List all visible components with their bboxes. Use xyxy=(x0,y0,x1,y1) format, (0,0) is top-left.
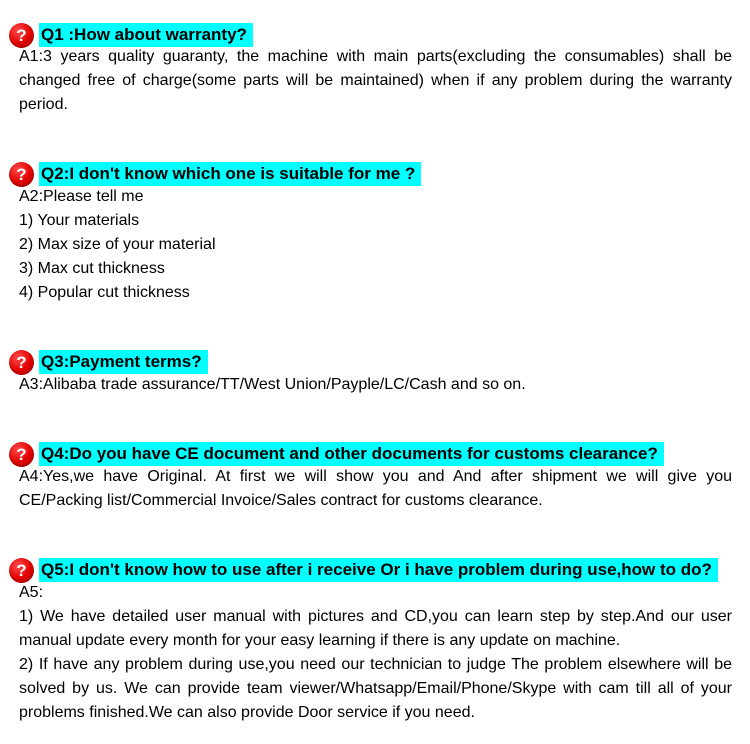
answer-5-line-3: 2) If have any problem during use,you need our technician to judge The problem elsewhere will be solved by us. We can provide team viewer/Whatsapp/Email/Phone/Skype with cam till all of your problems finished.We can also provide Door service if you need. xyxy=(19,656,732,721)
question-mark-icon: ? xyxy=(9,442,34,467)
question-mark-icon: ? xyxy=(9,558,34,583)
question-row-4 xyxy=(9,441,664,467)
answer-1 xyxy=(19,45,732,117)
answer-5 xyxy=(19,581,732,725)
question-5: Q5:I don't know how to use after i receive Or i have problem during use,how to do? xyxy=(39,558,718,582)
answer-2-line-2: 1) Your materials xyxy=(19,212,140,229)
answer-2 xyxy=(19,185,732,305)
answer-5-line-2: 1) We have detailed user manual with pictures and CD,you can learn step by step.And our user manual update every month for your easy learning if there is any update on machine. xyxy=(19,608,732,649)
question-4: Q4:Do you have CE document and other documents for customs clearance? xyxy=(39,442,664,466)
question-row-3 xyxy=(9,349,208,375)
answer-5-line-1: A5: xyxy=(19,584,44,601)
answer-4-line-1: A4:Yes,we have Original. At first we will show you and And after shipment we will give you CE/Packing list/Commercial Invoice/Sales contract for customs clearance. xyxy=(19,468,732,509)
answer-3-line-1: A3:Alibaba trade assurance/TT/West Union/Payple/LC/Cash and so on. xyxy=(19,376,526,393)
question-row-5 xyxy=(9,557,718,583)
question-mark-icon: ? xyxy=(9,23,34,48)
question-mark-icon: ? xyxy=(9,350,34,375)
answer-4 xyxy=(19,465,732,513)
question-row-2 xyxy=(9,161,421,187)
answer-2-line-5: 4) Popular cut thickness xyxy=(19,284,190,301)
answer-3 xyxy=(19,373,732,397)
question-3: Q3:Payment terms? xyxy=(39,350,208,374)
question-2: Q2:I don't know which one is suitable for me ? xyxy=(39,162,421,186)
question-mark-icon: ? xyxy=(9,162,34,187)
answer-2-line-4: 3) Max cut thickness xyxy=(19,260,165,277)
answer-1-line-1: A1:3 years quality guaranty, the machine with main parts(excluding the consumables) shall be changed free of charge(some parts will be maintained) when if any problem during the warranty period. xyxy=(19,48,732,113)
answer-2-line-3: 2) Max size of your material xyxy=(19,236,216,253)
answer-2-line-1: A2:Please tell me xyxy=(19,188,144,205)
question-1: Q1 :How about warranty? xyxy=(39,23,253,47)
